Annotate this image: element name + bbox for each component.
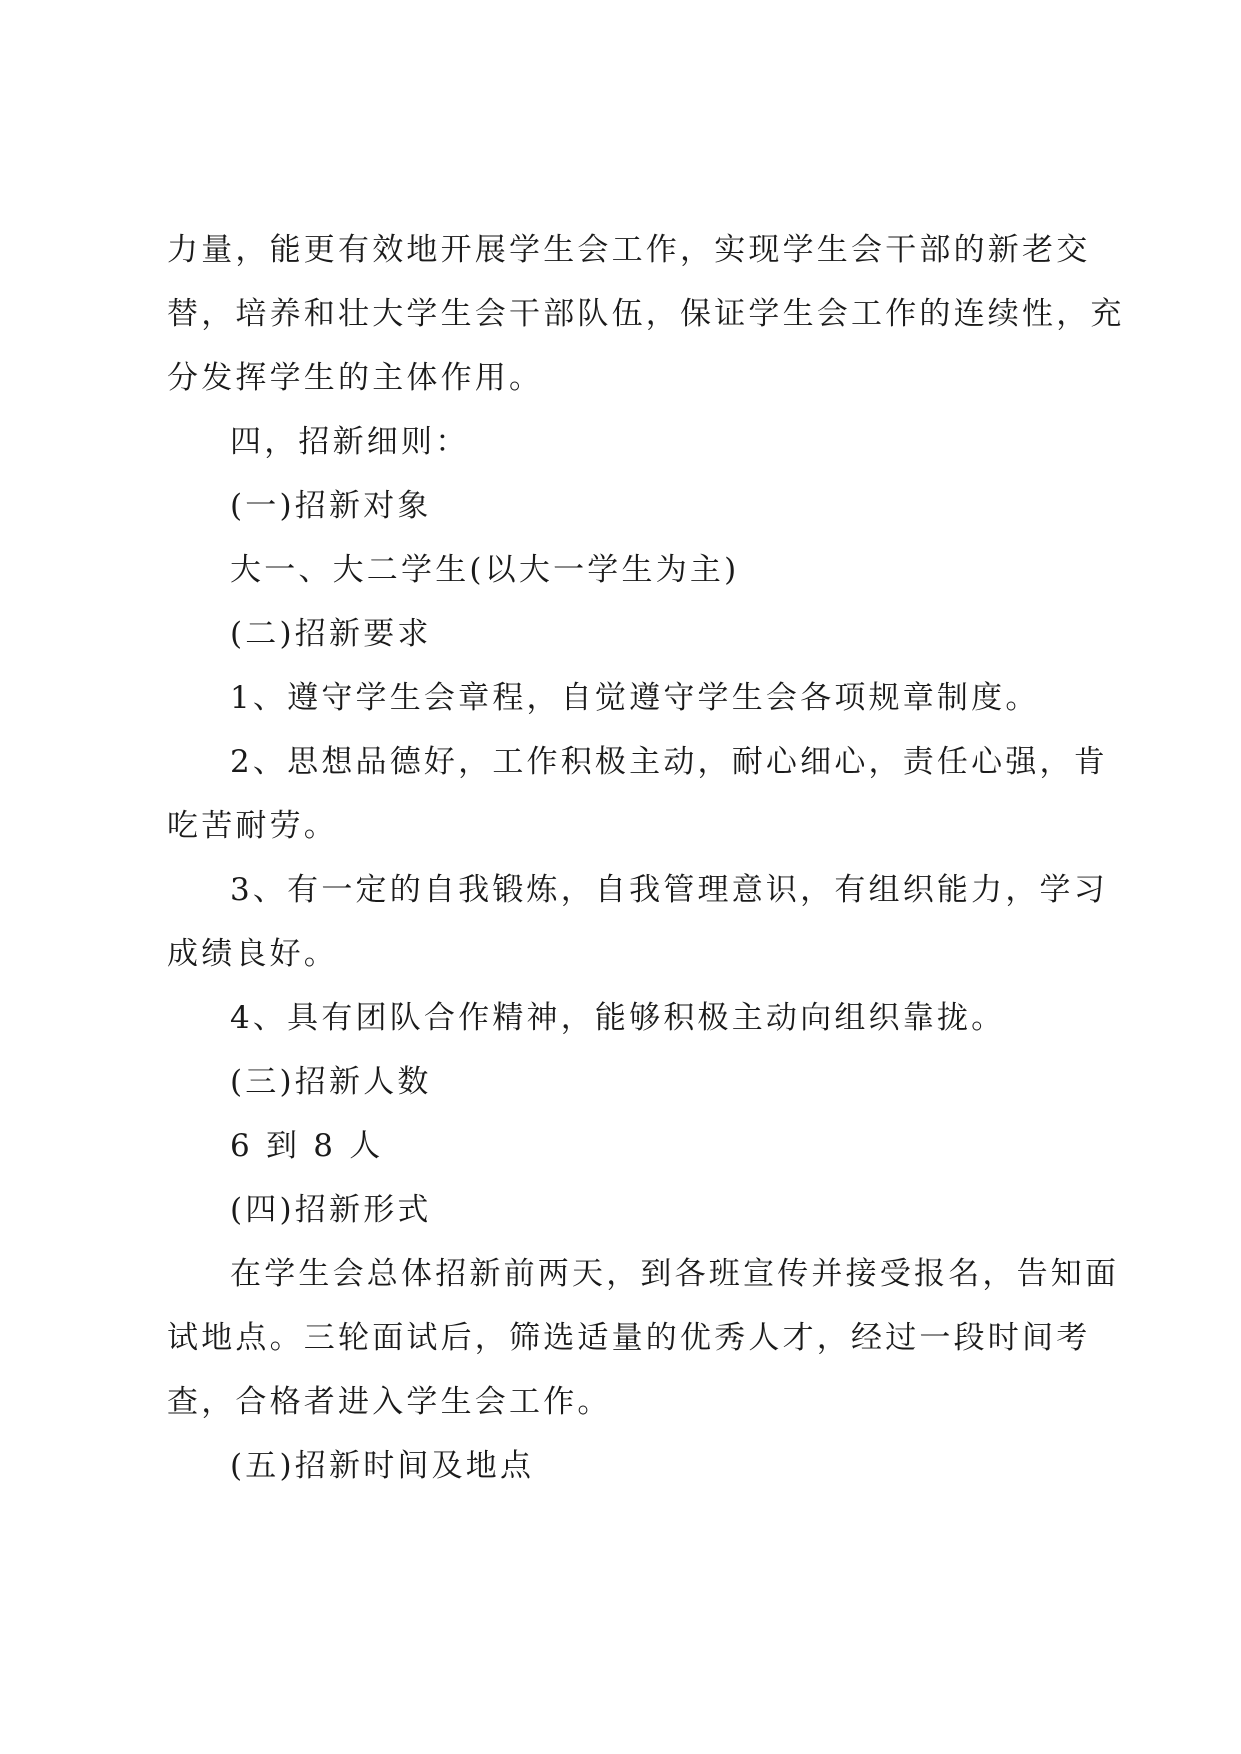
body-line: 成绩良好。 [167,936,338,972]
subsection-heading: (四)招新形式 [230,1192,432,1228]
body-line: 替，培养和壮大学生会干部队伍，保证学生会工作的连续性，充 [167,296,1125,332]
subsection-heading: (一)招新对象 [230,488,432,524]
body-line: 在学生会总体招新前两天，到各班宣传并接受报名，告知面 [230,1256,1120,1292]
subsection-heading: (三)招新人数 [230,1064,432,1100]
section-heading: 四，招新细则： [230,424,470,460]
body-line: 大一、大二学生(以大一学生为主) [230,552,740,588]
list-item: 3、有一定的自我锻炼，自我管理意识，有组织能力，学习 [230,872,1108,908]
body-line: 查，合格者进入学生会工作。 [167,1384,612,1420]
body-line: 力量，能更有效地开展学生会工作，实现学生会干部的新老交 [167,232,1091,268]
body-line: 吃苦耐劳。 [167,808,338,844]
body-line: 试地点。三轮面试后，筛选适量的优秀人才，经过一段时间考 [167,1320,1091,1356]
subsection-heading: (二)招新要求 [230,616,432,652]
list-item: 2、思想品德好，工作积极主动，耐心细心，责任心强，肯 [230,744,1108,780]
subsection-heading: (五)招新时间及地点 [230,1448,535,1484]
body-line: 6 到 8 人 [230,1128,384,1164]
body-line: 分发挥学生的主体作用。 [167,360,544,396]
list-item: 1、遵守学生会章程，自觉遵守学生会各项规章制度。 [230,680,1040,716]
list-item: 4、具有团队合作精神，能够积极主动向组织靠拢。 [230,1000,1006,1036]
